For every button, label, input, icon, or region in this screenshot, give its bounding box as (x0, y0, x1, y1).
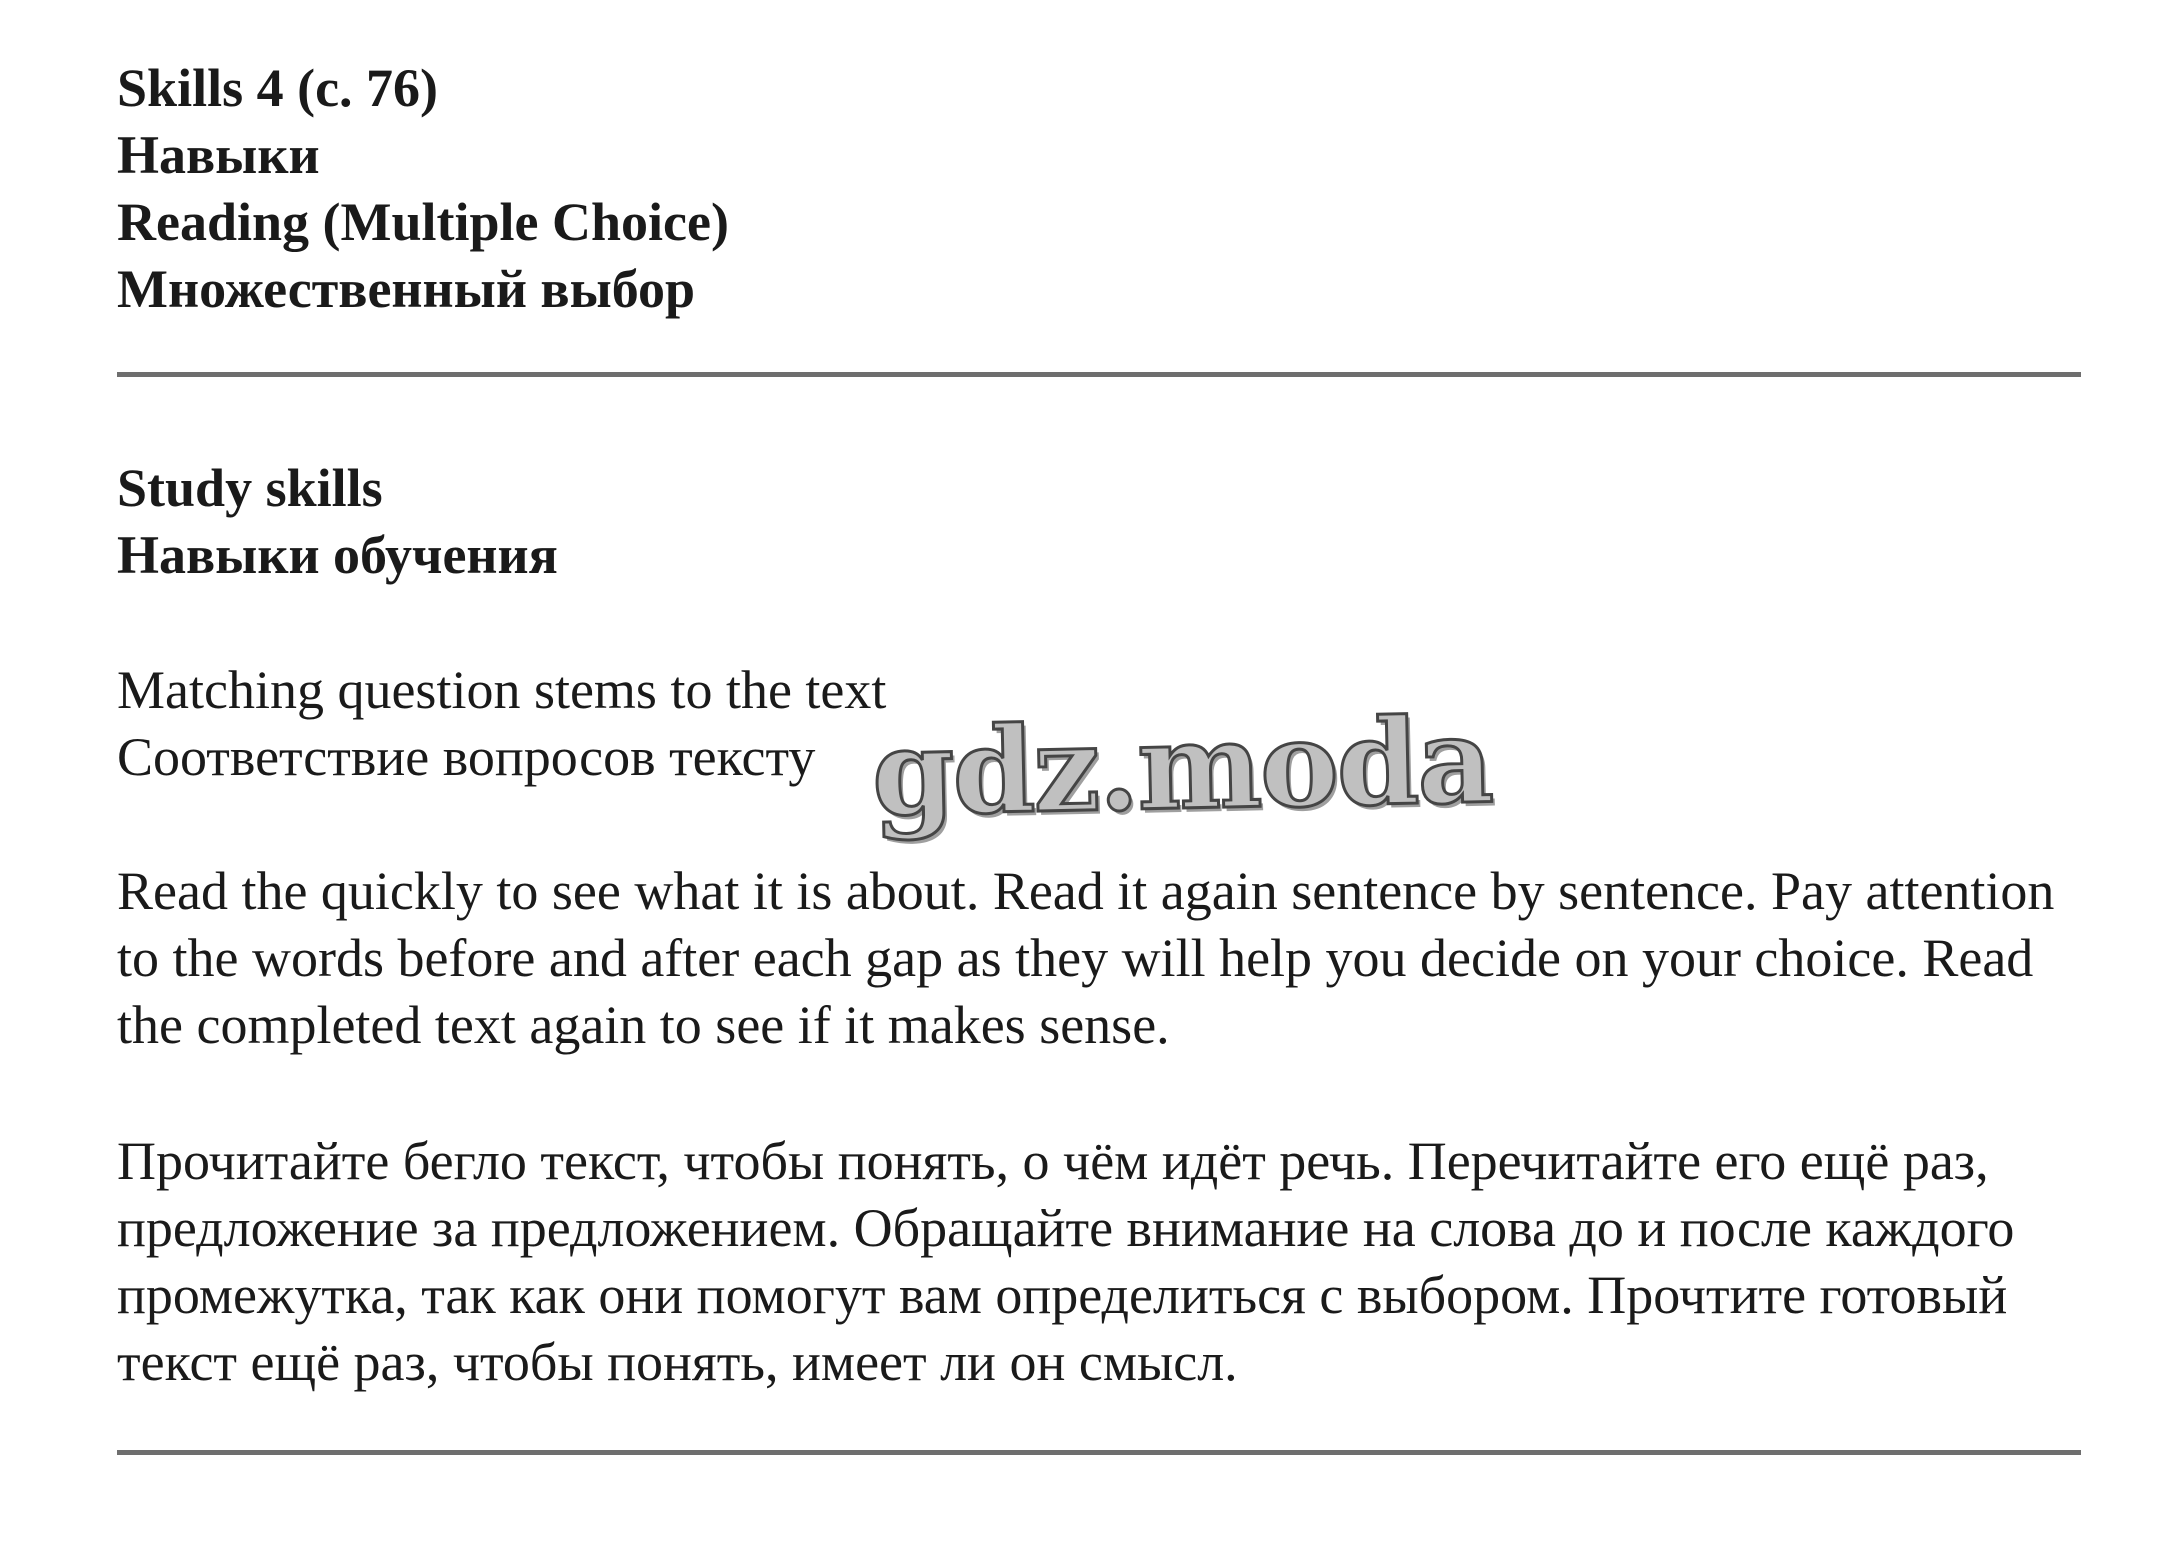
section-subtitle: Reading (Multiple Choice) (117, 192, 729, 252)
matching-line-ru: Соответствие вопросов тексту (117, 727, 816, 787)
matching-line-en: Matching question stems to the text (117, 660, 887, 720)
matching-block (117, 657, 886, 791)
bottom-divider (117, 1450, 2081, 1455)
study-skills-heading: Study skills (117, 458, 383, 518)
paragraph-ru: Прочитайте бегло текст, чтобы понять, о чём идёт речь. Перечитайте его ещё раз, предложение за предложением. Обращайте внимание на слова до и после каждого промежутка, так как они помогут вам определиться с выбором. Прочтите готовый текст ещё раз, чтобы понять, имеет ли он смысл. (117, 1131, 2015, 1392)
study-skills-heading-ru: Навыки обучения (117, 525, 558, 585)
section-title: Skills 4 (с. 76) (117, 58, 439, 118)
watermark-logo: gdz.moda (870, 690, 1494, 843)
section-title-ru: Навыки (117, 125, 320, 185)
top-divider (117, 372, 2081, 377)
header-block (117, 55, 729, 323)
paragraph-ru-block (117, 1128, 2097, 1396)
study-skills-block (117, 455, 558, 589)
section-subtitle-ru: Множественный выбор (117, 259, 696, 319)
paragraph-en-block (117, 858, 2087, 1059)
paragraph-en: Read the quickly to see what it is about. Read it again sentence by sentence. Pay attention to the words before and after each gap as they will help you decide on your choice. Read the completed text again to see if it makes sense. (117, 861, 2055, 1055)
